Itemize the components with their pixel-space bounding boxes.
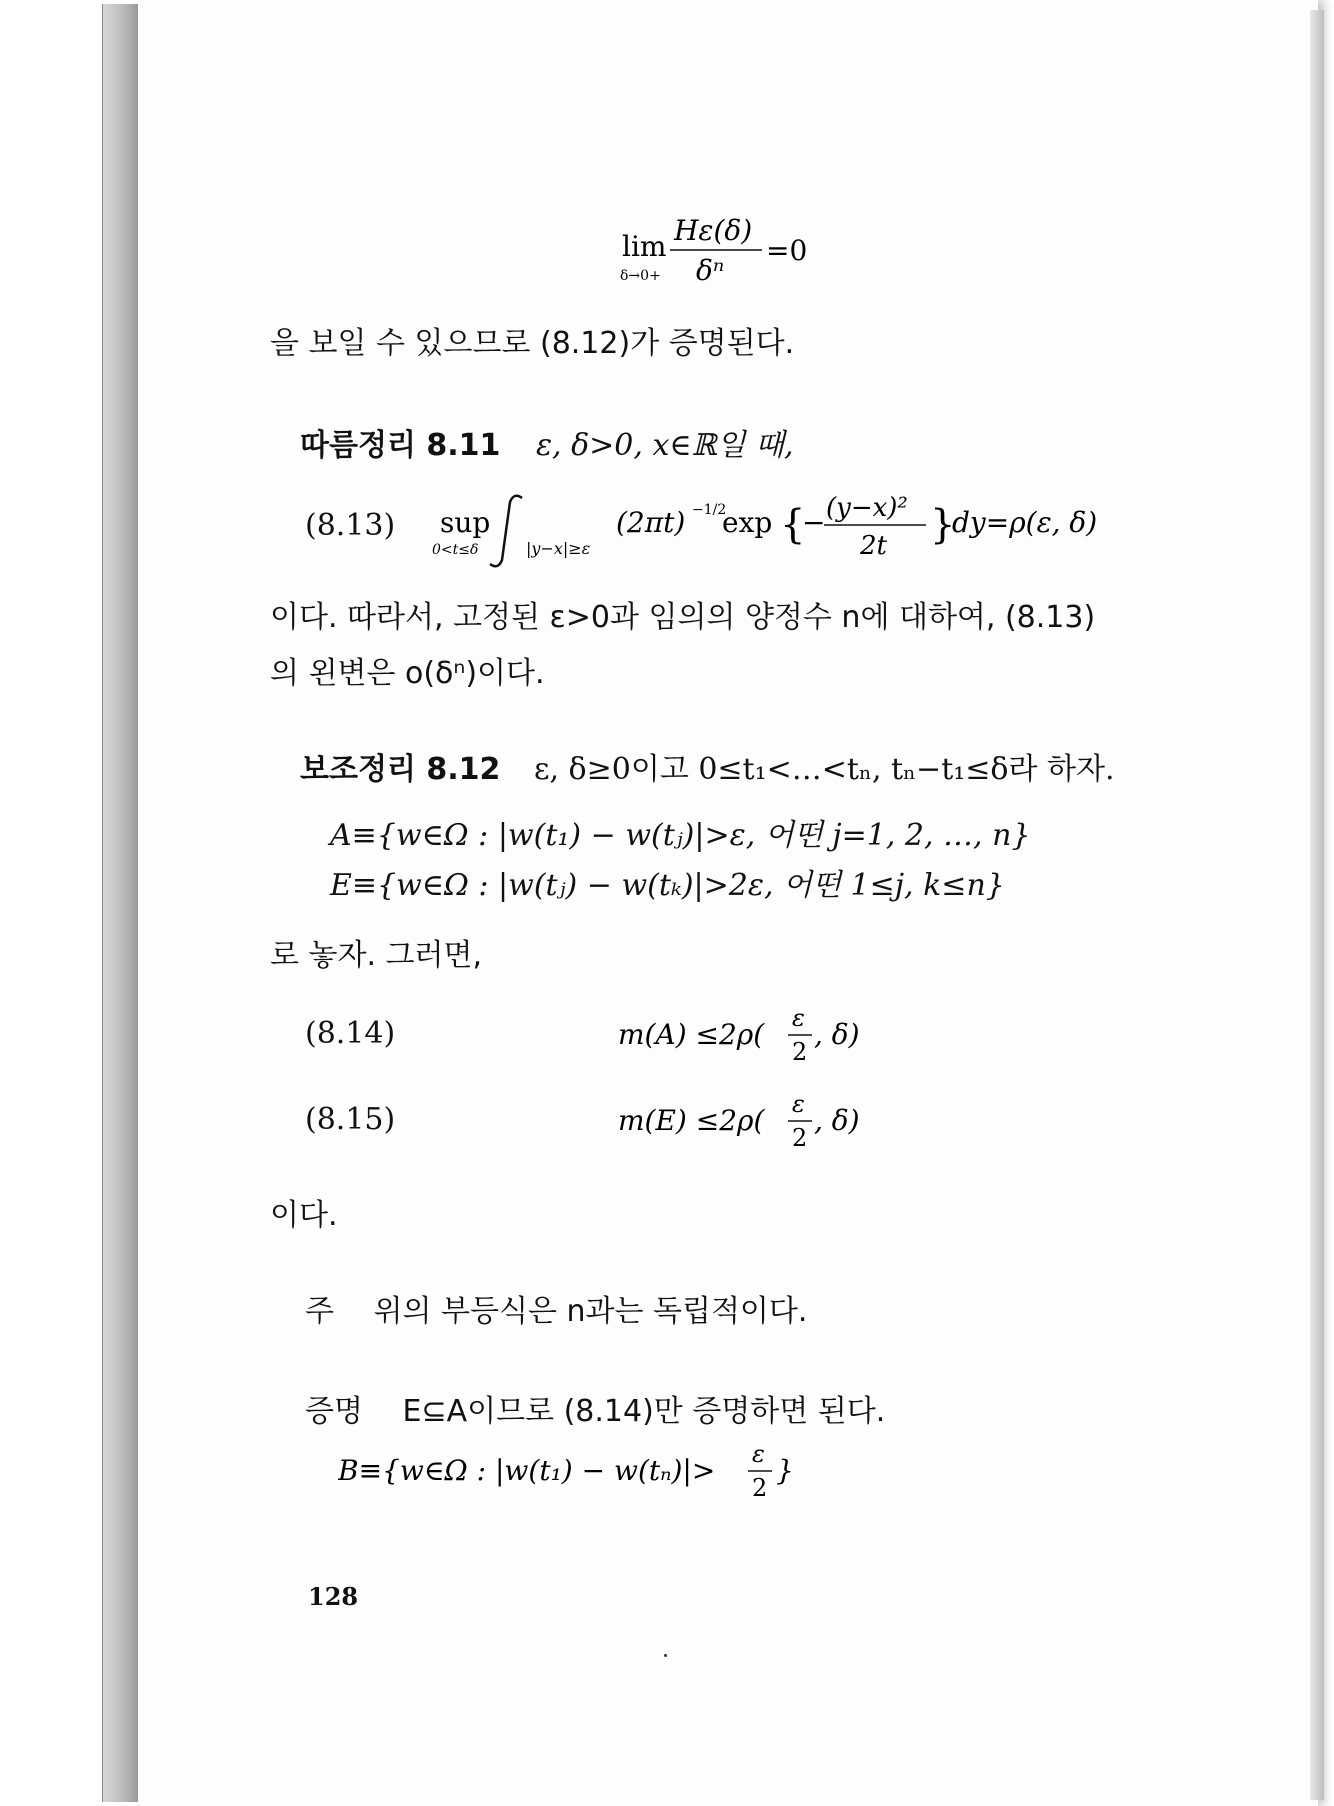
lim-subscript: δ→0+ (620, 268, 661, 284)
corollary-label: 따름정리 8.11 (300, 428, 501, 463)
proof (305, 1386, 885, 1430)
right-brace: } (930, 502, 956, 548)
eq-8-14-rhs: , δ) (814, 1018, 860, 1051)
corollary-8-11 (300, 420, 794, 464)
set-A-definition: A≡{w∈Ω : |w(t₁) − w(tⱼ)|>ε, 어떤 j=1, 2, …, n} (330, 818, 1031, 853)
lemma-8-12 (300, 744, 1114, 788)
integrand-power: −1/2 (692, 502, 727, 518)
set-E-definition: E≡{w∈Ω : |w(tⱼ) − w(tₖ)|>2ε, 어떤 1≤j, k≤n} (330, 868, 1005, 903)
minus-sign: − (802, 506, 826, 539)
eq-8-14-formula (618, 1002, 878, 1072)
sup-subscript: 0<t≤δ (432, 542, 479, 558)
eq-8-14-frac-num: ε (792, 1004, 805, 1032)
eq-8-15-number: (8.15) (305, 1102, 396, 1137)
stray-dot (664, 1654, 667, 1657)
lim-word: lim (622, 230, 667, 263)
page-edge (1310, 10, 1324, 1800)
eq-8-14-frac-den: 2 (792, 1038, 808, 1066)
text-line-ida: 이다. (270, 1198, 338, 1233)
eq-8-15-frac-num: ε (792, 1090, 805, 1118)
lim-formula (612, 212, 832, 292)
sup-word: sup (440, 506, 491, 539)
lim-numerator: Hε(δ) (674, 214, 753, 247)
set-B-frac-num: ε (752, 1440, 765, 1468)
text-line-let: 로 놓자. 그러면, (270, 938, 483, 973)
integrand-body: (2πt) (616, 506, 686, 539)
exp-fraction-denominator: 2t (860, 531, 887, 561)
remark-text: 위의 부등식은 n과는 독립적이다. (373, 1294, 808, 1329)
integral-sign (490, 496, 522, 567)
corollary-text: ε, δ>0, x∈ℝ일 때, (535, 428, 794, 463)
text-line-1: 을 보일 수 있으므로 (8.12)가 증명된다. (270, 326, 795, 361)
set-B-rhs: } (776, 1454, 794, 1487)
set-B-definition (338, 1438, 858, 1508)
eq-8-15-frac-den: 2 (792, 1124, 808, 1152)
paragraph-1-line-1: 이다. 따라서, 고정된 ε>0과 임의의 양정수 n에 대하여, (8.13) (270, 600, 1096, 635)
remark-label: 주 (305, 1294, 334, 1329)
book-spine (102, 4, 139, 1802)
integral-subscript: |y−x|≥ε (526, 539, 591, 558)
exp-fraction-numerator: (y−x)² (826, 493, 908, 523)
set-B-frac-den: 2 (752, 1474, 768, 1502)
eq-8-13-rhs: dy=ρ(ε, δ) (952, 506, 1098, 539)
paragraph-1-line-2: 의 왼변은 o(δⁿ)이다. (270, 656, 545, 691)
remark (305, 1286, 807, 1330)
eq-8-15-rhs: , δ) (814, 1104, 860, 1137)
set-B-lhs: B≡{w∈Ω : |w(t₁) − w(tₙ)|> (338, 1454, 716, 1487)
eq-8-14-lhs: m(A) ≤2ρ( (618, 1018, 765, 1051)
page-number: 128 (308, 1582, 359, 1611)
lim-denominator: δⁿ (696, 254, 725, 287)
eq-8-14-number: (8.14) (305, 1016, 396, 1051)
proof-label: 증명 (305, 1394, 363, 1429)
eq-8-13-formula (430, 488, 1130, 578)
proof-text: E⊆A이므로 (8.14)만 증명하면 된다. (402, 1394, 886, 1429)
left-brace: { (780, 502, 806, 548)
eq-8-15-lhs: m(E) ≤2ρ( (618, 1104, 765, 1137)
lemma-label: 보조정리 8.12 (300, 752, 501, 787)
lemma-text: ε, δ≥0이고 0≤t₁<…<tₙ, tₙ−t₁≤δ라 하자. (533, 752, 1115, 787)
eq-8-13-number: (8.13) (305, 508, 396, 543)
exp-word: exp (722, 506, 773, 539)
eq-8-15-formula (618, 1088, 878, 1158)
lim-rhs: =0 (766, 234, 808, 267)
